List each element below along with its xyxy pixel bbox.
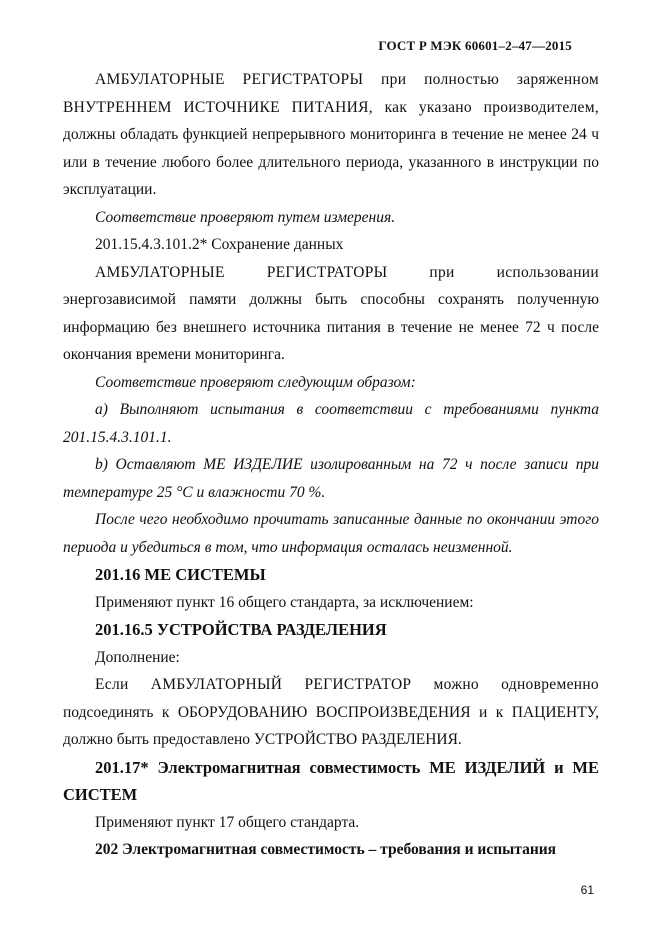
standard-header: ГОСТ Р МЭК 60601–2–47—2015: [378, 38, 572, 53]
compliance-note: Соответствие проверяют путем измерения.: [95, 208, 396, 226]
paragraph-line: АМБУЛАТОРНЫЕ РЕГИСТРАТОРЫ при полностью заряженном: [95, 71, 599, 88]
paragraph-line: должно быть предоставлено УСТРОЙСТВО РАЗДЕЛЕНИЯ.: [63, 731, 462, 748]
paragraph-text: Применяют пункт 16 общего стандарта, за исключением:: [95, 593, 474, 611]
test-step: После чего необходимо прочитать записанные данные по окончании этого периода и убедиться в том, что информация осталась неизменной.: [63, 511, 599, 556]
section-heading: 201.16 МЕ СИСТЕМЫ: [95, 565, 266, 584]
paragraph-text: энергозависимой памяти должны быть способны сохранять полученную информацию без внешнего источника питания в течение не менее 72 ч после окончания времени мониторинга.: [63, 291, 599, 363]
section-heading: 201.16.5 УСТРОЙСТВА РАЗДЕЛЕНИЯ: [95, 620, 387, 639]
section-heading: 202 Электромагнитная совместимость – требования и испытания: [95, 841, 557, 858]
test-step: b) Оставляют МЕ ИЗДЕЛИЕ изолированным на 72 ч после записи при температуре 25 °С и влажности 70 %.: [63, 456, 599, 501]
paragraph-text: должны обладать функцией непрерывного мониторинга в течение не менее 24 ч или в течение любого более длительного периода, указанного в инструкции по эксплуатации.: [63, 126, 599, 198]
paragraph-text: Применяют пункт 17 общего стандарта.: [95, 813, 360, 831]
page-number: 61: [580, 883, 594, 897]
paragraph-line: АМБУЛАТОРНЫЕ РЕГИСТРАТОРЫ при использовании: [95, 263, 599, 281]
compliance-note: Соответствие проверяют следующим образом:: [95, 373, 416, 391]
test-step: a) Выполняют испытания в соответствии с требованиями пункта 201.15.4.3.101.1.: [63, 401, 599, 446]
document-body: [63, 66, 599, 864]
paragraph-line: ВНУТРЕННЕМ ИСТОЧНИКЕ ПИТАНИЯ, как указано производителем,: [63, 98, 599, 116]
paragraph-line: подсоединять к ОБОРУДОВАНИЮ ВОСПРОИЗВЕДЕНИЯ и к ПАЦИЕНТУ,: [63, 703, 599, 721]
section-heading: 201.15.4.3.101.2* Сохранение данных: [95, 236, 344, 253]
paragraph-text: Дополнение:: [95, 648, 180, 666]
paragraph-line: Если АМБУЛАТОРНЫЙ РЕГИСТРАТОР можно одновременно: [95, 676, 599, 693]
section-heading: 201.17* Электромагнитная совместимость МЕ ИЗДЕЛИЙ и МЕ СИСТЕМ: [63, 757, 599, 804]
